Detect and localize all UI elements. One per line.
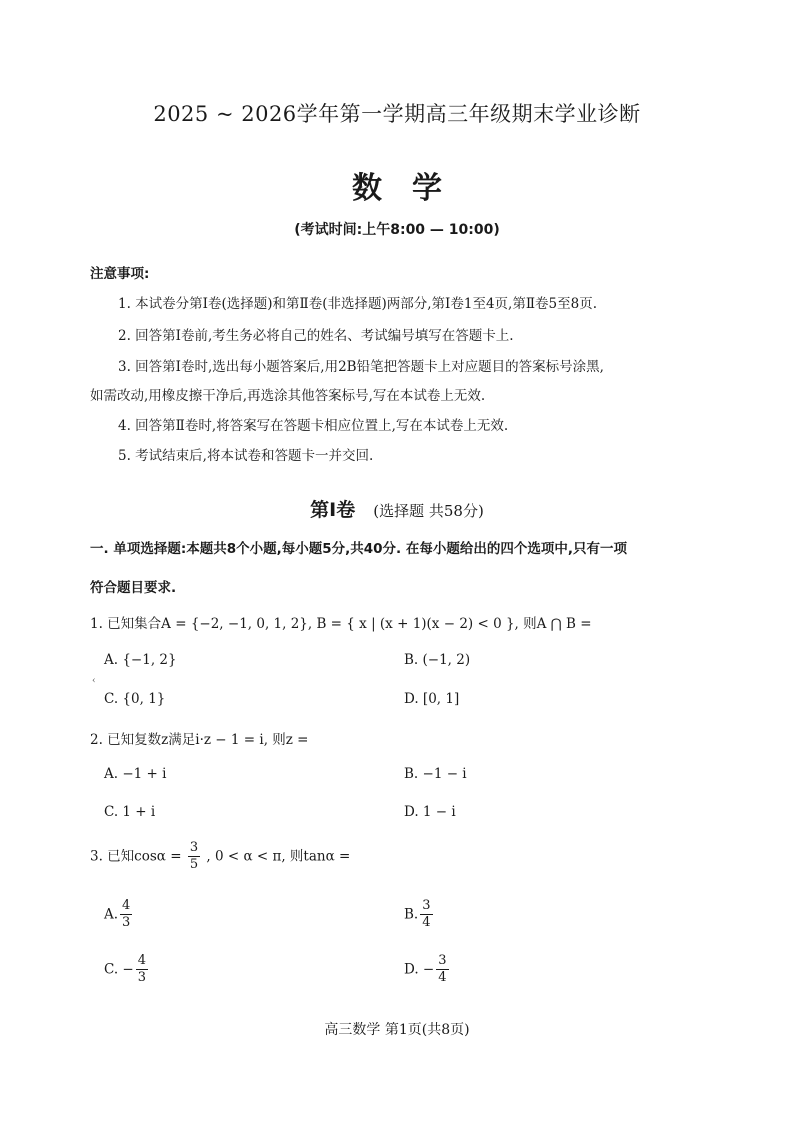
exam-title: 2025 ~ 2026学年第一学期高三年级期末学业诊断 (153, 102, 641, 126)
fraction-numerator: 4 (120, 898, 132, 915)
question-2-option-a: A. −1 + i (104, 766, 167, 782)
question-2-option-d: D. 1 − i (404, 804, 456, 820)
notice-item-continued: 如需改动,用橡皮擦干净后,再选涂其他答案标号,写在本试卷上无效. (90, 388, 486, 404)
notice-item: 3. 回答第Ⅰ卷时,选出每小题答案后,用2B铅笔把答题卡上对应题目的答案标号涂黑, (118, 359, 604, 375)
option-fraction (136, 953, 148, 987)
question-3-fraction (188, 840, 200, 874)
part-instructions-continued: 符合题目要求. (90, 580, 177, 596)
section-subtitle: (选择题 共58分) (373, 502, 484, 520)
question-2-option-b: B. −1 − i (404, 766, 467, 782)
notice-item: 4. 回答第Ⅱ卷时,将答案写在答题卡相应位置上,写在本试卷上无效. (118, 418, 509, 434)
notice-item: 2. 回答第Ⅰ卷前,考生务必将自己的姓名、考试编号填写在答题卡上. (118, 328, 514, 344)
notice-item: 1. 本试卷分第Ⅰ卷(选择题)和第Ⅱ卷(非选择题)两部分,第Ⅰ卷1至4页,第Ⅱ卷5至8页. (118, 296, 597, 312)
question-3-option-a (104, 898, 134, 932)
fraction-denominator: 4 (422, 915, 431, 931)
option-label: D. − (404, 961, 435, 978)
fraction-denominator: 5 (189, 857, 199, 873)
fraction-numerator: 3 (436, 953, 448, 970)
question-2-stem: 2. 已知复数z满足i·z − 1 = i, 则z = (90, 732, 309, 748)
option-fraction (420, 898, 432, 932)
subject-title: 数学 (352, 171, 472, 206)
question-3-stem-prefix: 3. 已知cosα = (90, 848, 182, 865)
question-1-option-c: C. {0, 1} (104, 691, 166, 707)
option-label: A. (104, 906, 119, 923)
fraction-denominator: 3 (137, 970, 147, 986)
notice-item: 5. 考试结束后,将本试卷和答题卡一并交回. (118, 448, 374, 464)
fraction-numerator: 4 (136, 953, 148, 970)
section-title: 第Ⅰ卷 (310, 499, 356, 521)
question-3-stem (90, 840, 350, 874)
question-3-option-b (404, 898, 435, 932)
question-1-option-a: A. {−1, 2} (104, 652, 177, 668)
question-1-stem: 1. 已知集合A = {−2, −1, 0, 1, 2}, B = { x | (x + 1)(x − 2) < 0 }, 则A ⋂ B = (90, 616, 592, 632)
option-label: C. − (104, 961, 134, 978)
option-fraction (436, 953, 448, 987)
fraction-numerator: 3 (188, 840, 200, 857)
question-1-option-b: B. (−1, 2) (404, 652, 471, 668)
option-fraction (120, 898, 132, 932)
fraction-denominator: 3 (122, 915, 131, 931)
notice-heading: 注意事项: (90, 266, 150, 282)
question-3-stem-suffix: , 0 < α < π, 则tanα = (206, 848, 351, 865)
part-instructions: 一. 单项选择题:本题共8个小题,每小题5分,共40分. 在每小题给出的四个选项中,只有一项 (90, 541, 628, 557)
question-3-option-d (404, 953, 451, 987)
section-heading (0, 495, 794, 522)
question-3-option-c (104, 953, 150, 987)
fraction-numerator: 3 (420, 898, 432, 915)
question-2-option-c: C. 1 + i (104, 804, 156, 820)
option-label: B. (404, 906, 419, 923)
exam-time: (考试时间:上午8:00 — 10:00) (294, 222, 500, 238)
question-1-option-d: D. [0, 1] (404, 691, 460, 707)
page-footer: 高三数学 第1页(共8页) (324, 1022, 470, 1038)
stray-mark: ‹ (92, 676, 96, 686)
fraction-denominator: 4 (438, 970, 447, 986)
